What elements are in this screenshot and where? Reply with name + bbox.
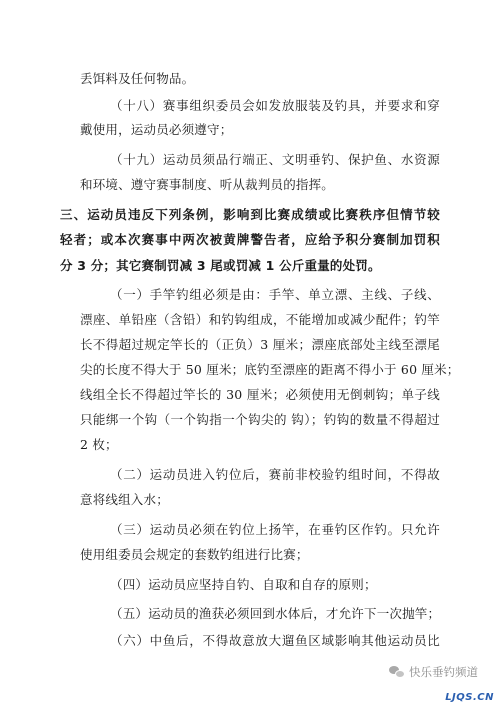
doc-line: （一）手竿钓组必须是由：手竿、单立漂、主线、子线、 (110, 287, 440, 302)
doc-line: （三）运动员必须在钓位上扬竿，在垂钓区作钓。只允许 (110, 522, 440, 537)
wechat-icon (389, 666, 405, 678)
doc-line: 戴使用，运动员必须遵守； (80, 122, 233, 137)
doc-line: （四）运动员应坚持自钓、自取和自存的原则； (110, 577, 377, 592)
doc-line: 轻者；或本次赛事中两次被黄牌警告者，应给予积分赛制加罚积 (60, 232, 440, 247)
doc-line: 意将线组入水； (80, 492, 169, 507)
doc-line: （五）运动员的渔获必须回到水体后，才允许下一次抛竿； (110, 606, 441, 621)
site-logo: LJQS.CN (445, 692, 494, 703)
doc-line: 尖的长度不得大于 50 厘米；底钓至漂座的距离不得小于 60 厘米； (80, 362, 460, 377)
doc-line: 三、运动员违反下列条例，影响到比赛成绩或比赛秩序但情节较 (60, 207, 440, 222)
doc-line: （十八）赛事组织委员会如发放服装及钓具，并要求和穿 (110, 98, 440, 113)
doc-line: 和环境、遵守赛事制度、听从裁判员的指挥。 (80, 177, 335, 192)
doc-line: 只能绑一个钩（一个钩指一个钩尖的 钩）；钓钩的数量不得超过 (80, 412, 440, 427)
doc-line: （二）运动员进入钓位后，赛前非校验钓组时间，不得故 (110, 467, 440, 482)
doc-line: 丢饵料及任何物品。 (80, 71, 195, 86)
watermark-text: 快乐垂钓频道 (409, 665, 478, 679)
doc-line: 2 枚； (80, 437, 118, 452)
doc-line: （六）中鱼后，不得故意放大遛鱼区域影响其他运动员比 (110, 633, 440, 648)
doc-line: 分 3 分；其它赛制罚减 3 尾或罚减 1 公斤重量的处罚。 (60, 258, 381, 273)
doc-line: （十九）运动员须品行端正、文明垂钓、保护鱼、水资源 (110, 152, 440, 167)
wechat-watermark (389, 664, 478, 680)
doc-line: 长不得超过规定竿长的（正负）3 厘米；漂座底部处主线至漂尾 (80, 337, 440, 352)
doc-line: 漂座、单铅座（含铅）和钓钩组成，不能增加或减少配件；钓竿 (80, 312, 440, 327)
doc-line: 线组全长不得超过竿长的 30 厘米；必须使用无倒刺钩；单子线 (80, 387, 440, 402)
doc-line: 使用组委员会规定的套数钓组进行比赛； (80, 547, 309, 562)
